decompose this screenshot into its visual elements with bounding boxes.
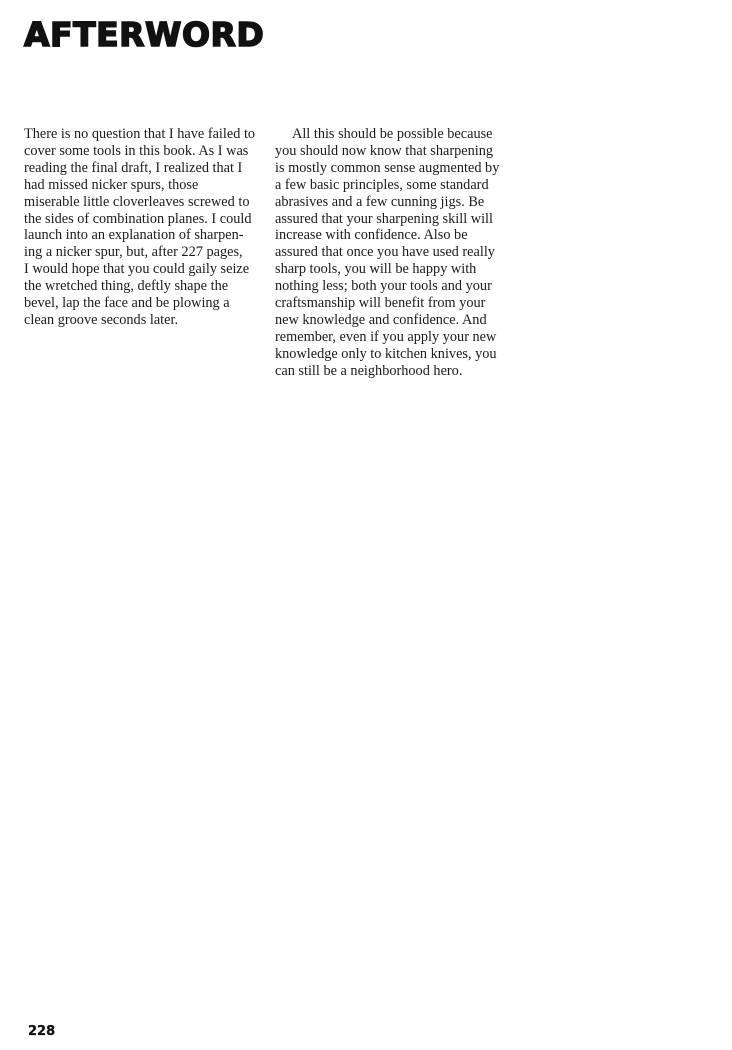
chapter-heading: AFTERWORD [24, 15, 265, 54]
text-line: bevel, lap the face and be plowing a [24, 295, 230, 312]
text-line: is mostly common sense augmented by [275, 159, 500, 176]
text-line: assured that your sharpening skill will [275, 210, 493, 227]
text-line: craftsmanship will benefit from your [275, 295, 486, 312]
text-line: had missed nicker spurs, those [24, 176, 199, 193]
text-line: knowledge only to kitchen knives, you [275, 345, 497, 362]
text-line: the sides of combination planes. I could [24, 210, 252, 227]
text-line: nothing less; both your tools and your [275, 278, 492, 295]
text-line: can still be a neighborhood hero. [275, 362, 463, 379]
text-line: clean groove seconds later. [24, 311, 179, 328]
page-number: 228 [28, 1024, 56, 1039]
text-line: reading the final draft, I realized that I [24, 159, 243, 176]
left-text-column [24, 126, 255, 329]
text-line: increase with confidence. Also be [275, 227, 468, 244]
text-line: All this should be possible because [292, 126, 493, 142]
text-line: ing a nicker spur, but, after 227 pages, [24, 244, 243, 261]
text-line: sharp tools, you will be happy with [275, 261, 477, 278]
text-line: I would hope that you could gaily seize [24, 261, 250, 278]
text-line: the wretched thing, deftly shape the [24, 278, 229, 295]
text-line: remember, even if you apply your new [275, 328, 497, 345]
text-line: abrasives and a few cunning jigs. Be [275, 193, 485, 210]
text-line: miserable little cloverleaves screwed to [24, 193, 250, 210]
text-line: you should now know that sharpening [275, 142, 494, 159]
text-line: cover some tools in this book. As I was [24, 142, 249, 159]
text-line: launch into an explanation of sharpen- [24, 227, 244, 244]
text-line: assured that once you have used really [275, 244, 495, 261]
right-text-column [275, 126, 499, 380]
text-line: There is no question that I have failed to [24, 126, 256, 142]
text-line: a few basic principles, some standard [275, 176, 489, 193]
text-line: new knowledge and confidence. And [275, 311, 487, 328]
